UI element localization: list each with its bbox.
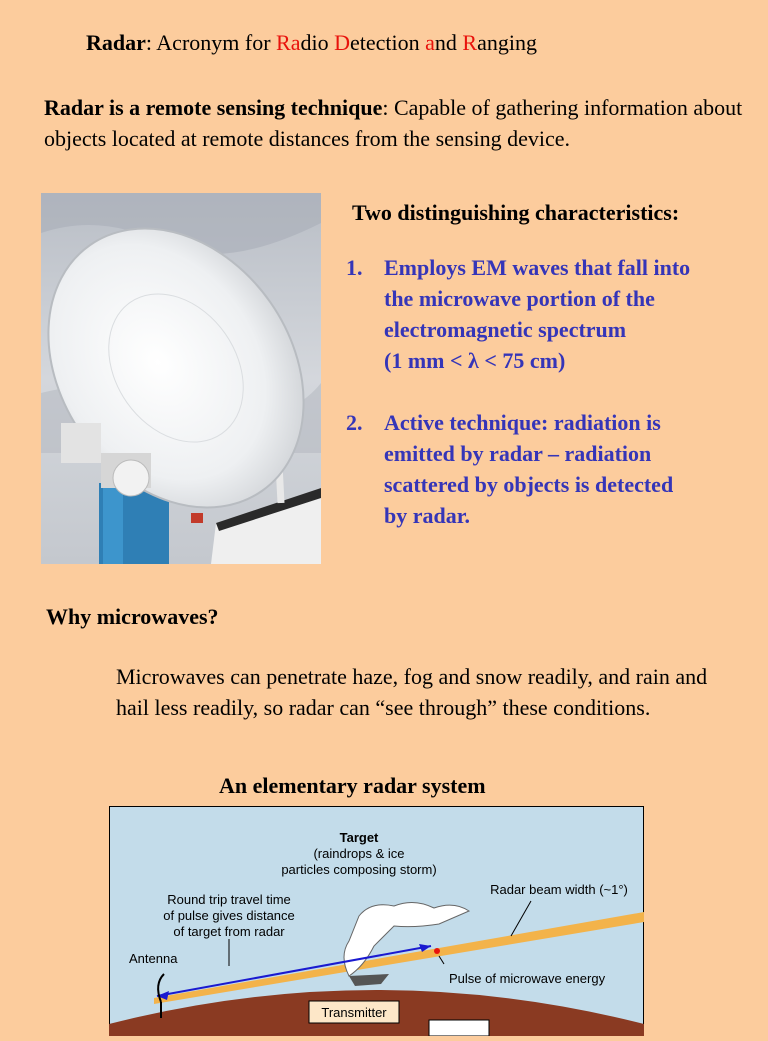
pulse-label: Pulse of microwave energy xyxy=(449,971,606,986)
intro-bold: Radar is a remote sensing technique xyxy=(44,95,383,120)
pulse-icon xyxy=(434,948,440,954)
antenna-label: Antenna xyxy=(129,951,178,966)
transmitter-label: Transmitter xyxy=(321,1005,387,1020)
diagram-title: An elementary radar system xyxy=(219,773,486,798)
svg-text:(raindrops & ice: (raindrops & ice xyxy=(313,846,405,861)
characteristics-title: Two distinguishing characteristics: xyxy=(352,200,680,225)
svg-text:of target from radar: of target from radar xyxy=(173,924,285,939)
intro-paragraph xyxy=(44,92,744,154)
why-paragraph: Microwaves can penetrate haze, fog and snow readily, and rain and hail less readily, so radar can “see through” these conditions. xyxy=(116,664,708,720)
beam-width-label: Radar beam width (~1°) xyxy=(490,882,628,897)
title-line: Radar: Acronym for Radio Detection and Ranging xyxy=(86,30,537,55)
round-trip-label: Round trip travel time xyxy=(167,892,291,907)
why-heading: Why microwaves? xyxy=(46,604,219,629)
list-item: 1. Employs EM waves that fall into the microwave portion of the electromagnetic spectrum (1 mm < λ < 75 cm) xyxy=(346,255,691,373)
intro-rest: : Capable of gathering information about objects located at remote distances from the sensing device. xyxy=(44,95,743,151)
target-label: Target xyxy=(339,830,379,845)
radar-dish-photo xyxy=(41,193,321,564)
characteristics-list xyxy=(346,252,756,562)
radar-term: Radar xyxy=(86,30,146,55)
list-item: 2. Active technique: radiation is emitted by radar – radiation scattered by objects is detected by radar. xyxy=(346,410,674,528)
svg-text:particles composing storm): particles composing storm) xyxy=(281,862,437,877)
radar-system-diagram xyxy=(109,806,644,1036)
svg-text:of pulse gives distance: of pulse gives distance xyxy=(163,908,295,923)
